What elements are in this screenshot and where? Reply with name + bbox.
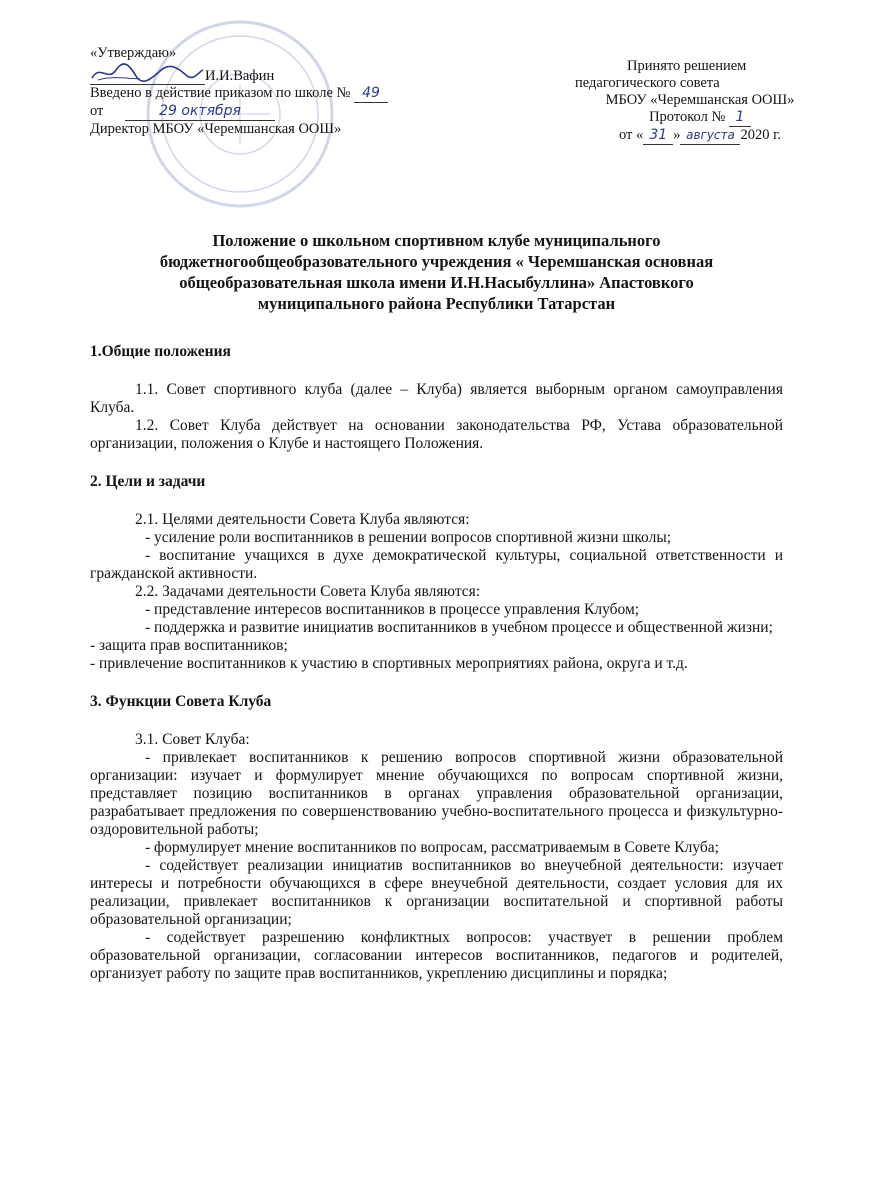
title-line1: Положение о школьном спортивном клубе муниципального [212,231,661,250]
section-2-p8: - привлечение воспитанников к участию в спортивных мероприятиях района, округа и т.д. [90,655,688,672]
section-2-heading: 2. Цели и задачи [90,473,206,490]
approve-label: «Утверждаю» [90,45,177,61]
date-from: от « [618,127,644,143]
section-1-p1: 1.1. Совет спортивного клуба (далее – Клуба) является выборным органом самоуправления Клуба. [90,381,783,416]
signer-line [90,62,450,85]
signer-name: И.И.Вафин [205,68,275,84]
section-2-p1: 2.1. Целями деятельности Совета Клуба являются: [135,511,470,528]
section-3-heading: 3. Функции Совета Клуба [90,693,272,710]
title-line3: общеобразовательная школа имени И.Н.Насыбуллина» Апастовкого [179,273,694,292]
protocol-number: 1 [729,109,751,127]
section-3-p4: - содействует реализации инициатив воспитанников во внеучебной деятельности: изучает интересы и потребности обучающихся в сфере внеучебной деятельности, создает условия для их реализации, привлекает воспитанников к организации воспитательной и спортивной работы образовательной организации; [90,857,783,928]
section-3-p3: - формулирует мнение воспитанников по вопросам, рассматриваемым в Совете Клуба; [145,839,719,856]
decision-date-line [575,127,825,145]
order-line [90,85,450,103]
section-1-heading: 1.Общие положения [90,343,231,360]
section-3-p1: 3.1. Совет Клуба: [135,731,250,748]
date-month: августа [680,127,740,145]
director-line: Директор МБОУ «Черемшанская ООШ» [90,121,342,137]
section-2-p2: - усиление роли воспитанников в решении вопросов спортивной жизни школы; [145,529,672,546]
date-sep: » [673,127,681,143]
protocol-label: Протокол № [649,109,726,125]
order-intro: Введено в действие приказом по школе № [90,85,351,101]
signature-mark [90,62,205,85]
order-date-line [90,103,450,121]
section-2-p5: - представление интересов воспитанников в процессе управления Клубом; [145,601,640,618]
protocol-line [575,109,825,127]
title-line4: муниципального района Республики Татарстан [257,294,616,313]
approval-block [90,45,450,138]
section-2-p6: - поддержка и развитие инициатив воспитанников в учебном процессе и общественной жизни; [145,619,773,636]
document-title [90,230,783,314]
order-number: 49 [354,85,388,103]
decision-line2: педагогического совета [575,75,720,91]
section-2-p3: - воспитание учащихся в духе демократической культуры, социальной ответственности и гражданской активности. [90,547,783,582]
section-2-p7: - защита прав воспитанников; [90,637,288,654]
date-year: 2020 г. [740,127,782,143]
council-decision-block [575,58,825,145]
section-2-p4: 2.2. Задачами деятельности Совета Клуба являются: [135,583,481,600]
order-date: 29 октября [125,103,275,121]
date-day: 31 [643,127,673,145]
decision-line3: МБОУ «Черемшанская ООШ» [605,92,795,108]
order-from-label: от [90,103,104,119]
section-1-p2: 1.2. Совет Клуба действует на основании законодательства РФ, Устава образовательной организации, положения о Клубе и настоящего Положения. [90,417,783,452]
section-3-p5: - содействует разрешению конфликтных вопросов: участвует в решении проблем образовательной организации, согласовании интересов воспитанников, педагогов и родителей, организует работу по защите прав воспитанников, укреплению дисциплины и порядка; [90,929,783,982]
title-line2: бюджетногообщеобразовательного учреждения « Черемшанская основная [159,252,714,271]
decision-line1: Принято решением [627,58,747,74]
section-3-p2: - привлекает воспитанников к решению вопросов спортивной жизни образовательной организации: изучает и формулирует мнение обучающихся по вопросам спортивной жизни, представляет позицию воспитанников в органах управления образовательной организации, разрабатывает предложения по совершенствованию учебно-воспитательного процесса и физкультурно-оздоровительной работы; [90,749,783,838]
document-body [90,343,783,983]
